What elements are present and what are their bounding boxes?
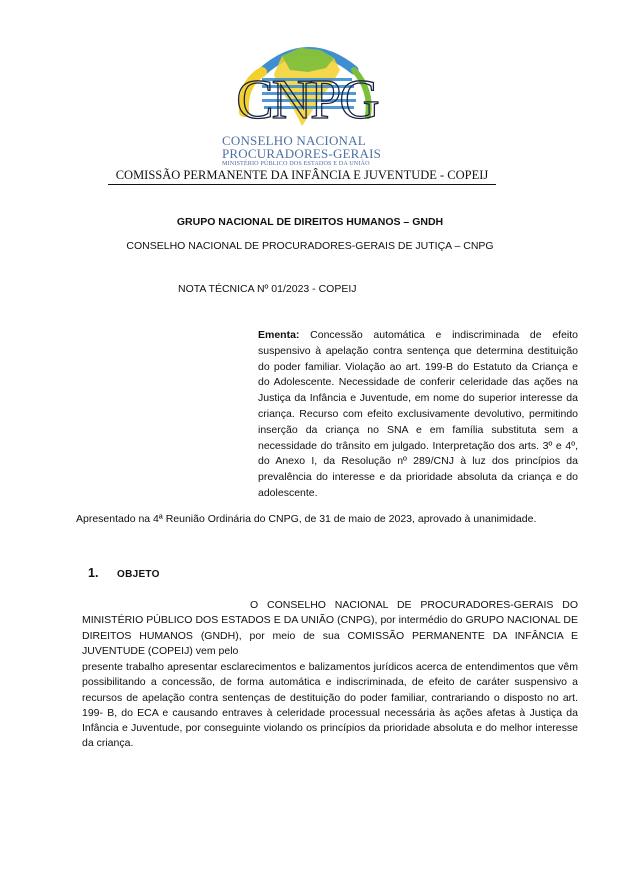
ementa-text: Concessão automática e indiscriminada de efeito suspensivo à apelação contra sentença que determina destituição do poder familiar. Violação ao art. 199-B do Estatuto da Criança e do Adolescente. Necessidade de conferir celeridade das ações na Justiça da Infância e Juventude, em nome do superior interesse da criança. Recurso com efeito exclusivamente devolutivo, permitindo inserção da criança no SNA e em família substituta sem a necessidade do trânsito em julgado. Interpretação dos arts. 3º e 4º, do Anexo I, da Resolução nº 289/CNJ à luz dos princípios da prevalência do interesse e da prioridade absoluta da criança e do adolescente. (258, 329, 579, 499)
council-title: CONSELHO NACIONAL DE PROCURADORES-GERAIS DE JUTIÇA – CNPG (126, 240, 494, 252)
approval-note: Apresentado na 4ª Reunião Ordinária do CNPG, de 31 de maio de 2023, aprovado à unanimidade. (76, 513, 537, 525)
organization-name (222, 134, 402, 168)
ementa-block (258, 328, 578, 502)
ementa-label: Ementa: (258, 329, 300, 341)
commission-header: COMISSÃO PERMANENTE DA INFÂNCIA E JUVENTUDE - COPEIJ (115, 168, 489, 182)
paragraph-1-text: O CONSELHO NACIONAL DE PROCURADORES-GERAIS DO MINISTÉRIO PÚBLICO DOS ESTADOS E DA UNIÃO (CNPG), por intermédio do GRUPO NACIONAL DE DIREITOS HUMANOS (GNDH), por meio de sua COMISSÃO PERMANENTE DA INFÂNCIA E JUVENTUDE (COPEIJ) vem pelo (82, 599, 578, 657)
technical-note-number: NOTA TÉCNICA Nº 01/2023 - COPEIJ (178, 283, 357, 295)
group-title: GRUPO NACIONAL DE DIREITOS HUMANOS – GNDH (176, 216, 444, 228)
org-line-2: PROCURADORES-GERAIS (222, 146, 382, 161)
section-title: OBJETO (117, 569, 160, 580)
section-number: 1. (88, 566, 99, 580)
org-line-3: MINISTÉRIO PÚBLICO DOS ESTADOS E DA UNIÃO (222, 160, 370, 167)
logo-letters: CNPG (236, 69, 378, 131)
paragraph-2: presente trabalho apresentar esclarecimentos e balizamentos jurídicos acerca de entendimentos que vêm possibilitando a concessão, de forma automática e indiscriminada, de efeito de caráter suspensivo a recursos de apelação contra sentenças de destituição do poder familiar, contrariando o disposto no art. 199- B, do ECA e causando entraves à celeridade processual necessária às ações afetas à Justiça da Infância e Juventude, por conseguinte violando os princípios da prioridade absoluta e do melhor interesse da criança. (82, 661, 578, 750)
org-line-1: CONSELHO NACIONAL (222, 133, 366, 148)
paragraph-1 (82, 598, 578, 659)
header-divider (108, 184, 496, 185)
